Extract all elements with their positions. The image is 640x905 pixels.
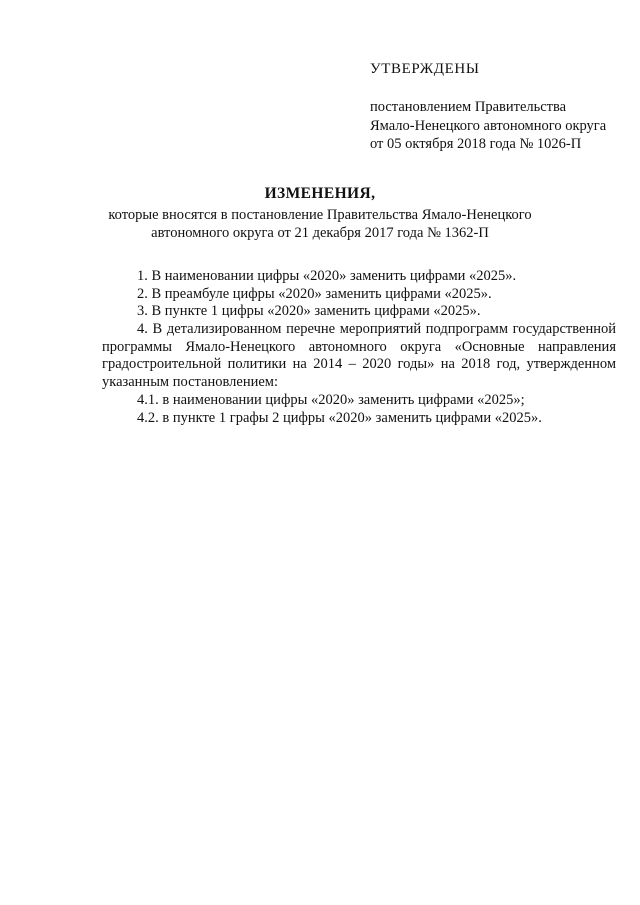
approval-line-3: от 05 октября 2018 года № 1026-П xyxy=(370,136,582,153)
document-title: ИЗМЕНЕНИЯ, xyxy=(264,185,376,202)
approval-title: УТВЕРЖДЕНЫ xyxy=(370,61,480,77)
approval-block xyxy=(370,60,610,154)
document-heading xyxy=(70,184,570,243)
amendment-item-1: 1. В наименовании цифры «2020» заменить цифрами «2025». xyxy=(137,268,517,284)
amendment-item-3: 3. В пункте 1 цифры «2020» заменить цифрами «2025». xyxy=(137,303,481,320)
amendment-item-2: 2. В преамбуле цифры «2020» заменить цифрами «2025». xyxy=(137,285,492,302)
amendment-subitem-4-1: 4.1. в наименовании цифры «2020» заменить цифрами «2025»; xyxy=(137,391,525,408)
amendment-item-4: 4. В детализированном перечне мероприятий подпрограмм государственной программы Ямало-Ненецкого автономного округа «Основные направления градостроительной политики на 2014 – 2020 годы» на 2018 год, утвержденном указанным постановлением: xyxy=(102,321,616,391)
document-subtitle-line-2: автономного округа от 21 декабря 2017 года № 1362-П xyxy=(151,225,489,242)
document-body xyxy=(102,268,616,427)
document-subtitle-line-1: которые вносятся в постановление Правительства Ямало-Ненецкого xyxy=(108,206,532,223)
approval-line-1: постановлением Правительства xyxy=(370,99,567,116)
amendment-subitem-4-2: 4.2. в пункте 1 графы 2 цифры «2020» заменить цифрами «2025». xyxy=(137,409,542,426)
approval-line-2: Ямало-Ненецкого автономного округа xyxy=(370,117,607,134)
